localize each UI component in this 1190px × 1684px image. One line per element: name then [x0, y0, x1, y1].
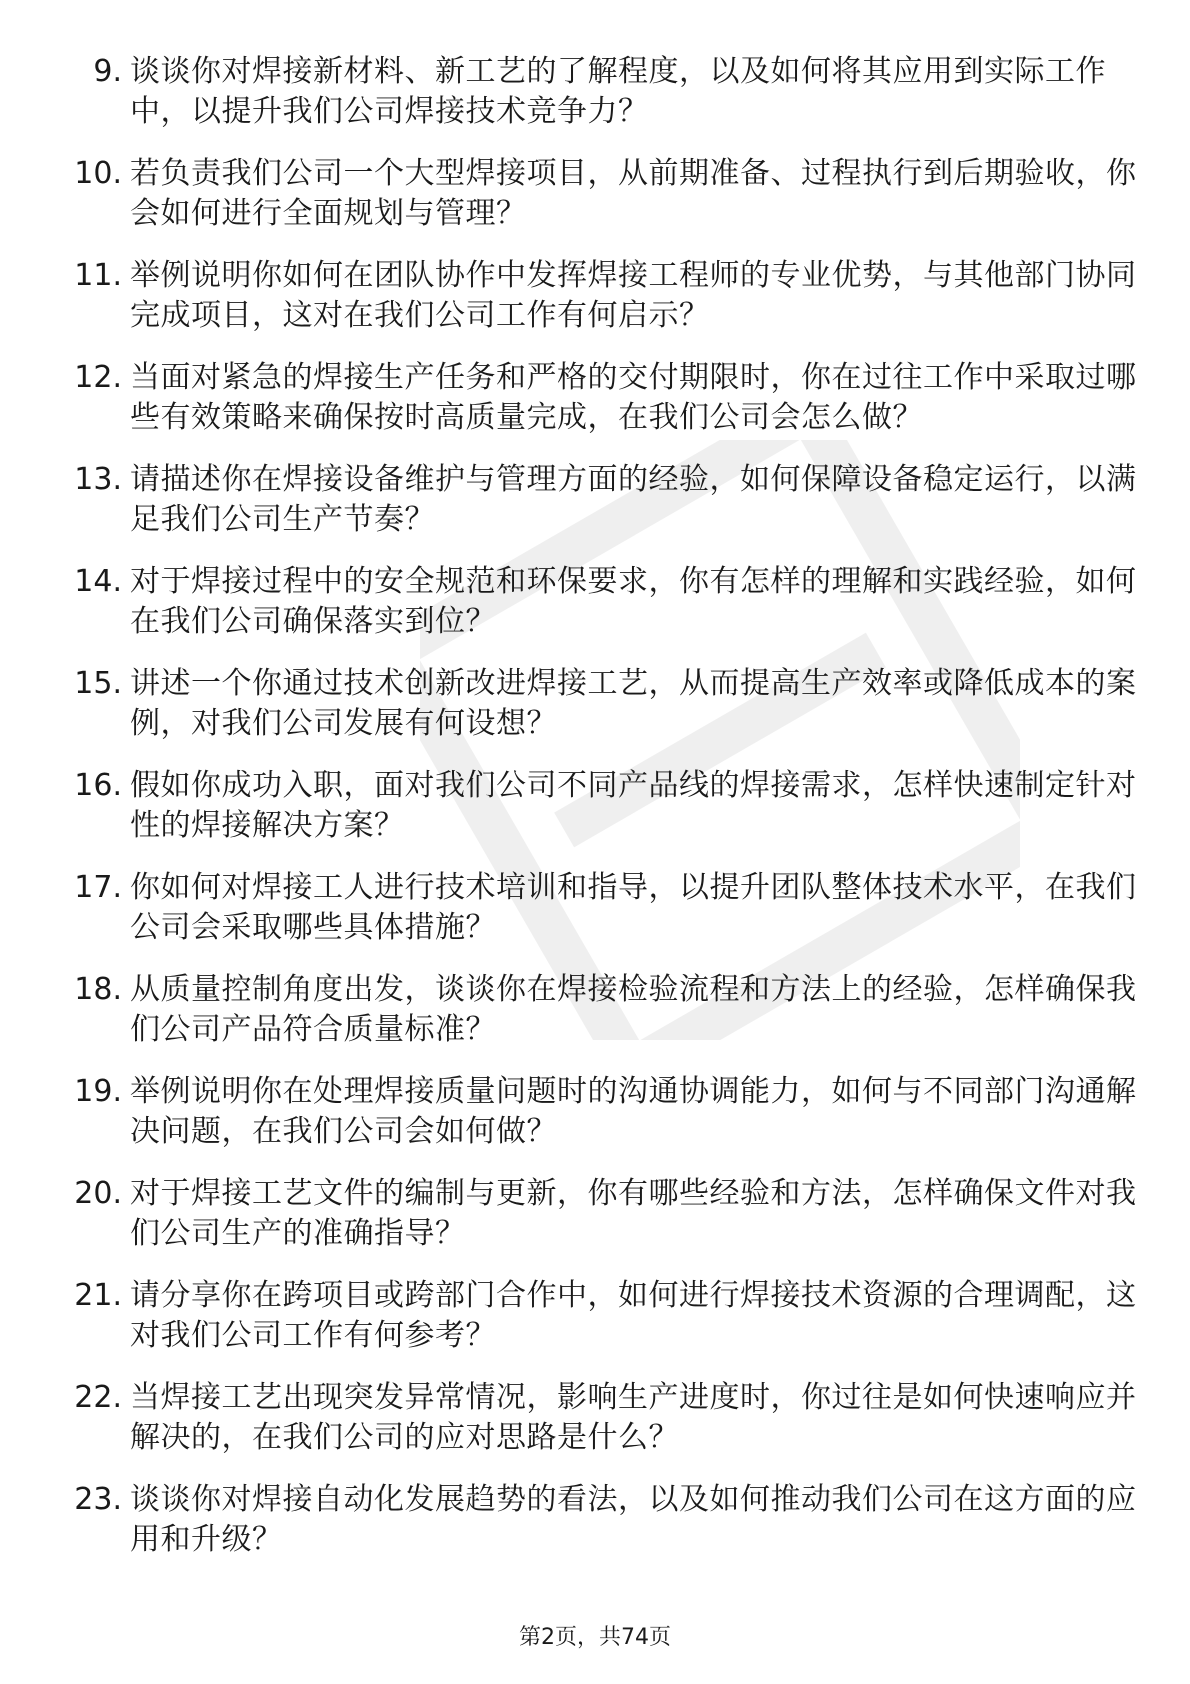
question-text: 当焊接工艺出现突发异常情况，影响生产进度时，你过往是如何快速响应并解决的，在我们公司的应对思路是什么？	[130, 1380, 1137, 1455]
question-text: 当面对紧急的焊接生产任务和严格的交付期限时，你在过往工作中采取过哪些有效策略来确保按时高质量完成，在我们公司会怎么做？	[130, 360, 1137, 435]
question-list	[58, 52, 1138, 1582]
question-text: 请描述你在焊接设备维护与管理方面的经验，如何保障设备稳定运行，以满足我们公司生产节奏？	[130, 462, 1137, 537]
question-text: 假如你成功入职，面对我们公司不同产品线的焊接需求，怎样快速制定针对性的焊接解决方案？	[130, 768, 1137, 843]
question-number: 18.	[74, 972, 122, 1007]
question-item	[58, 154, 1138, 234]
question-item	[58, 970, 1138, 1050]
question-text: 对于焊接过程中的安全规范和环保要求，你有怎样的理解和实践经验，如何在我们公司确保落实到位？	[130, 564, 1137, 639]
question-item	[58, 460, 1138, 540]
question-number: 14.	[74, 564, 122, 599]
question-text: 从质量控制角度出发，谈谈你在焊接检验流程和方法上的经验，怎样确保我们公司产品符合质量标准？	[130, 972, 1137, 1047]
question-text: 你如何对焊接工人进行技术培训和指导，以提升团队整体技术水平，在我们公司会采取哪些具体措施？	[130, 870, 1137, 945]
question-number: 16.	[74, 768, 122, 803]
question-number: 9.	[93, 54, 122, 89]
question-item	[58, 664, 1138, 744]
question-text: 谈谈你对焊接自动化发展趋势的看法，以及如何推动我们公司在这方面的应用和升级？	[130, 1482, 1137, 1557]
question-text: 若负责我们公司一个大型焊接项目，从前期准备、过程执行到后期验收，你会如何进行全面规划与管理？	[130, 156, 1137, 231]
question-number: 11.	[74, 258, 122, 293]
question-item	[58, 1276, 1138, 1356]
question-item	[58, 52, 1138, 132]
question-number: 15.	[74, 666, 122, 701]
question-number: 19.	[74, 1074, 122, 1109]
question-item	[58, 766, 1138, 846]
question-item	[58, 1480, 1138, 1560]
question-item	[58, 868, 1138, 948]
question-text: 举例说明你如何在团队协作中发挥焊接工程师的专业优势，与其他部门协同完成项目，这对在我们公司工作有何启示？	[130, 258, 1137, 333]
question-item	[58, 1378, 1138, 1458]
question-number: 17.	[74, 870, 122, 905]
question-number: 22.	[74, 1380, 122, 1415]
question-item	[58, 562, 1138, 642]
question-item	[58, 358, 1138, 438]
question-number: 10.	[74, 156, 122, 191]
question-item	[58, 1072, 1138, 1152]
question-text: 请分享你在跨项目或跨部门合作中，如何进行焊接技术资源的合理调配，这对我们公司工作有何参考？	[130, 1278, 1137, 1353]
question-text: 对于焊接工艺文件的编制与更新，你有哪些经验和方法，怎样确保文件对我们公司生产的准确指导？	[130, 1176, 1137, 1251]
question-number: 23.	[74, 1482, 122, 1517]
question-number: 12.	[74, 360, 122, 395]
question-item	[58, 256, 1138, 336]
page-footer: 第2页，共74页	[519, 1625, 671, 1650]
question-text: 谈谈你对焊接新材料、新工艺的了解程度，以及如何将其应用到实际工作中，以提升我们公司焊接技术竞争力？	[130, 54, 1106, 129]
question-item	[58, 1174, 1138, 1254]
question-number: 13.	[74, 462, 122, 497]
question-text: 举例说明你在处理焊接质量问题时的沟通协调能力，如何与不同部门沟通解决问题，在我们公司会如何做？	[130, 1074, 1137, 1149]
question-number: 21.	[74, 1278, 122, 1313]
question-number: 20.	[74, 1176, 122, 1211]
question-text: 讲述一个你通过技术创新改进焊接工艺，从而提高生产效率或降低成本的案例，对我们公司发展有何设想？	[130, 666, 1137, 741]
